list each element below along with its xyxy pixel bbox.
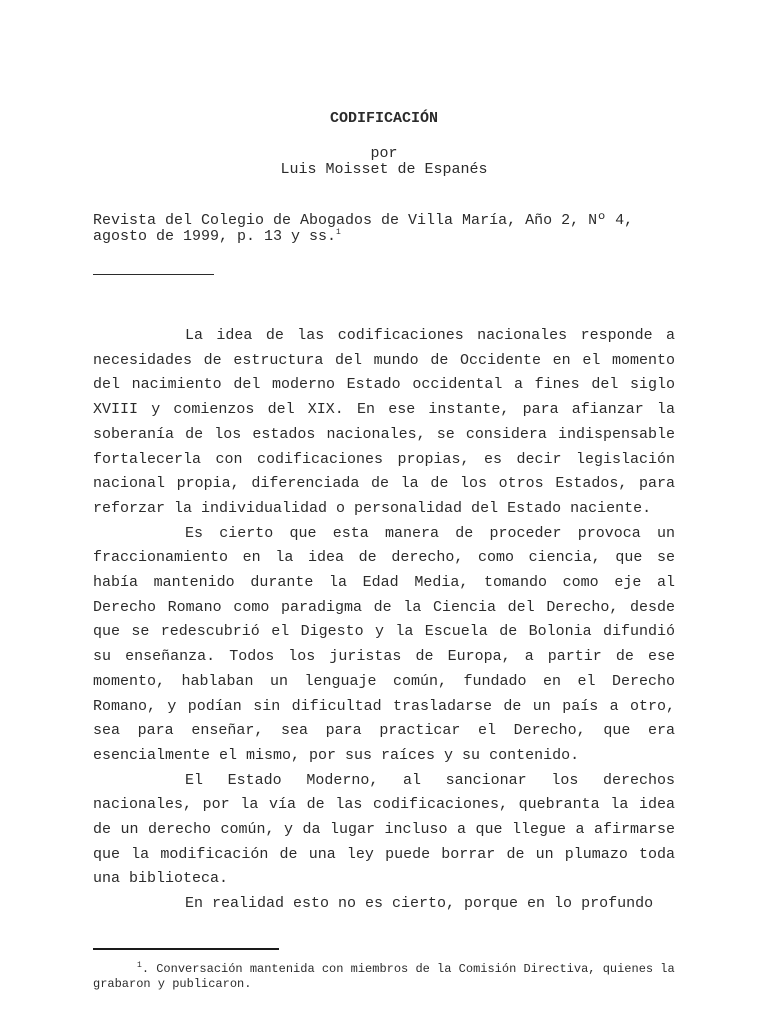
byline: [0, 146, 768, 178]
source-line-2: agosto de 1999, p. 13 y ss.: [93, 228, 337, 245]
source-citation: [93, 213, 683, 245]
paragraph: La idea de las codificaciones nacionales responde a necesidades de estructura del mundo de Occidente en el momento del nacimiento del moderno Estado occidental a fines del siglo XVIII y comienzos del XIX. En ese instante, para afianzar la soberanía de los estados nacionales, se considera indispensable fortalecerla con codificaciones propias, es decir legislación nacional propia, diferenciada de la de los otros Estados, para reforzar la individualidad o personalidad del Estado naciente.: [93, 327, 675, 517]
author-name: Luis Moisset de Espanés: [280, 161, 488, 178]
body-text: [93, 324, 675, 917]
paragraph: En realidad esto no es cierto, porque en lo profundo: [185, 895, 654, 913]
document-title: CODIFICACIÓN: [329, 110, 439, 127]
byline-por: por: [370, 145, 398, 162]
footnote-text: . Conversación mantenida con miembros de la Comisión Directiva, quienes la grabaron y publicaron.: [93, 962, 675, 991]
paragraph: Es cierto que esta manera de proceder provoca un fraccionamiento en la idea de derecho, como ciencia, que se había mantenido durante la Edad Media, tomando como eje al Derecho Romano como paradigma de la Ciencia del Derecho, desde que se redescubrió el Digesto y la Escuela de Bolonia difundió su enseñanza. Todos los juristas de Europa, a partir de ese momento, hablaban un lenguaje común, fundado en el Derecho Romano, y podían sin dificultad trasladarse de un país a otro, sea para enseñar, sea para practicar el Derecho, que era esencialmente el mismo, por sus raíces y su contenido.: [93, 524, 675, 764]
header-rule: [93, 274, 214, 275]
footnote: [93, 962, 693, 992]
footnote-rule: [93, 948, 279, 950]
paragraph: El Estado Moderno, al sancionar los derechos nacionales, por la vía de las codificaciones, quebranta la idea de un derecho común, y da lugar incluso a que llegue a afirmarse que la modificación de una ley puede borrar de un plumazo toda una biblioteca.: [93, 771, 675, 888]
footnote-mark: 1: [137, 961, 142, 970]
source-line-1: Revista del Colegio de Abogados de Villa María, Año 2, Nº 4,: [93, 212, 634, 229]
footnote-reference: 1: [336, 228, 341, 237]
